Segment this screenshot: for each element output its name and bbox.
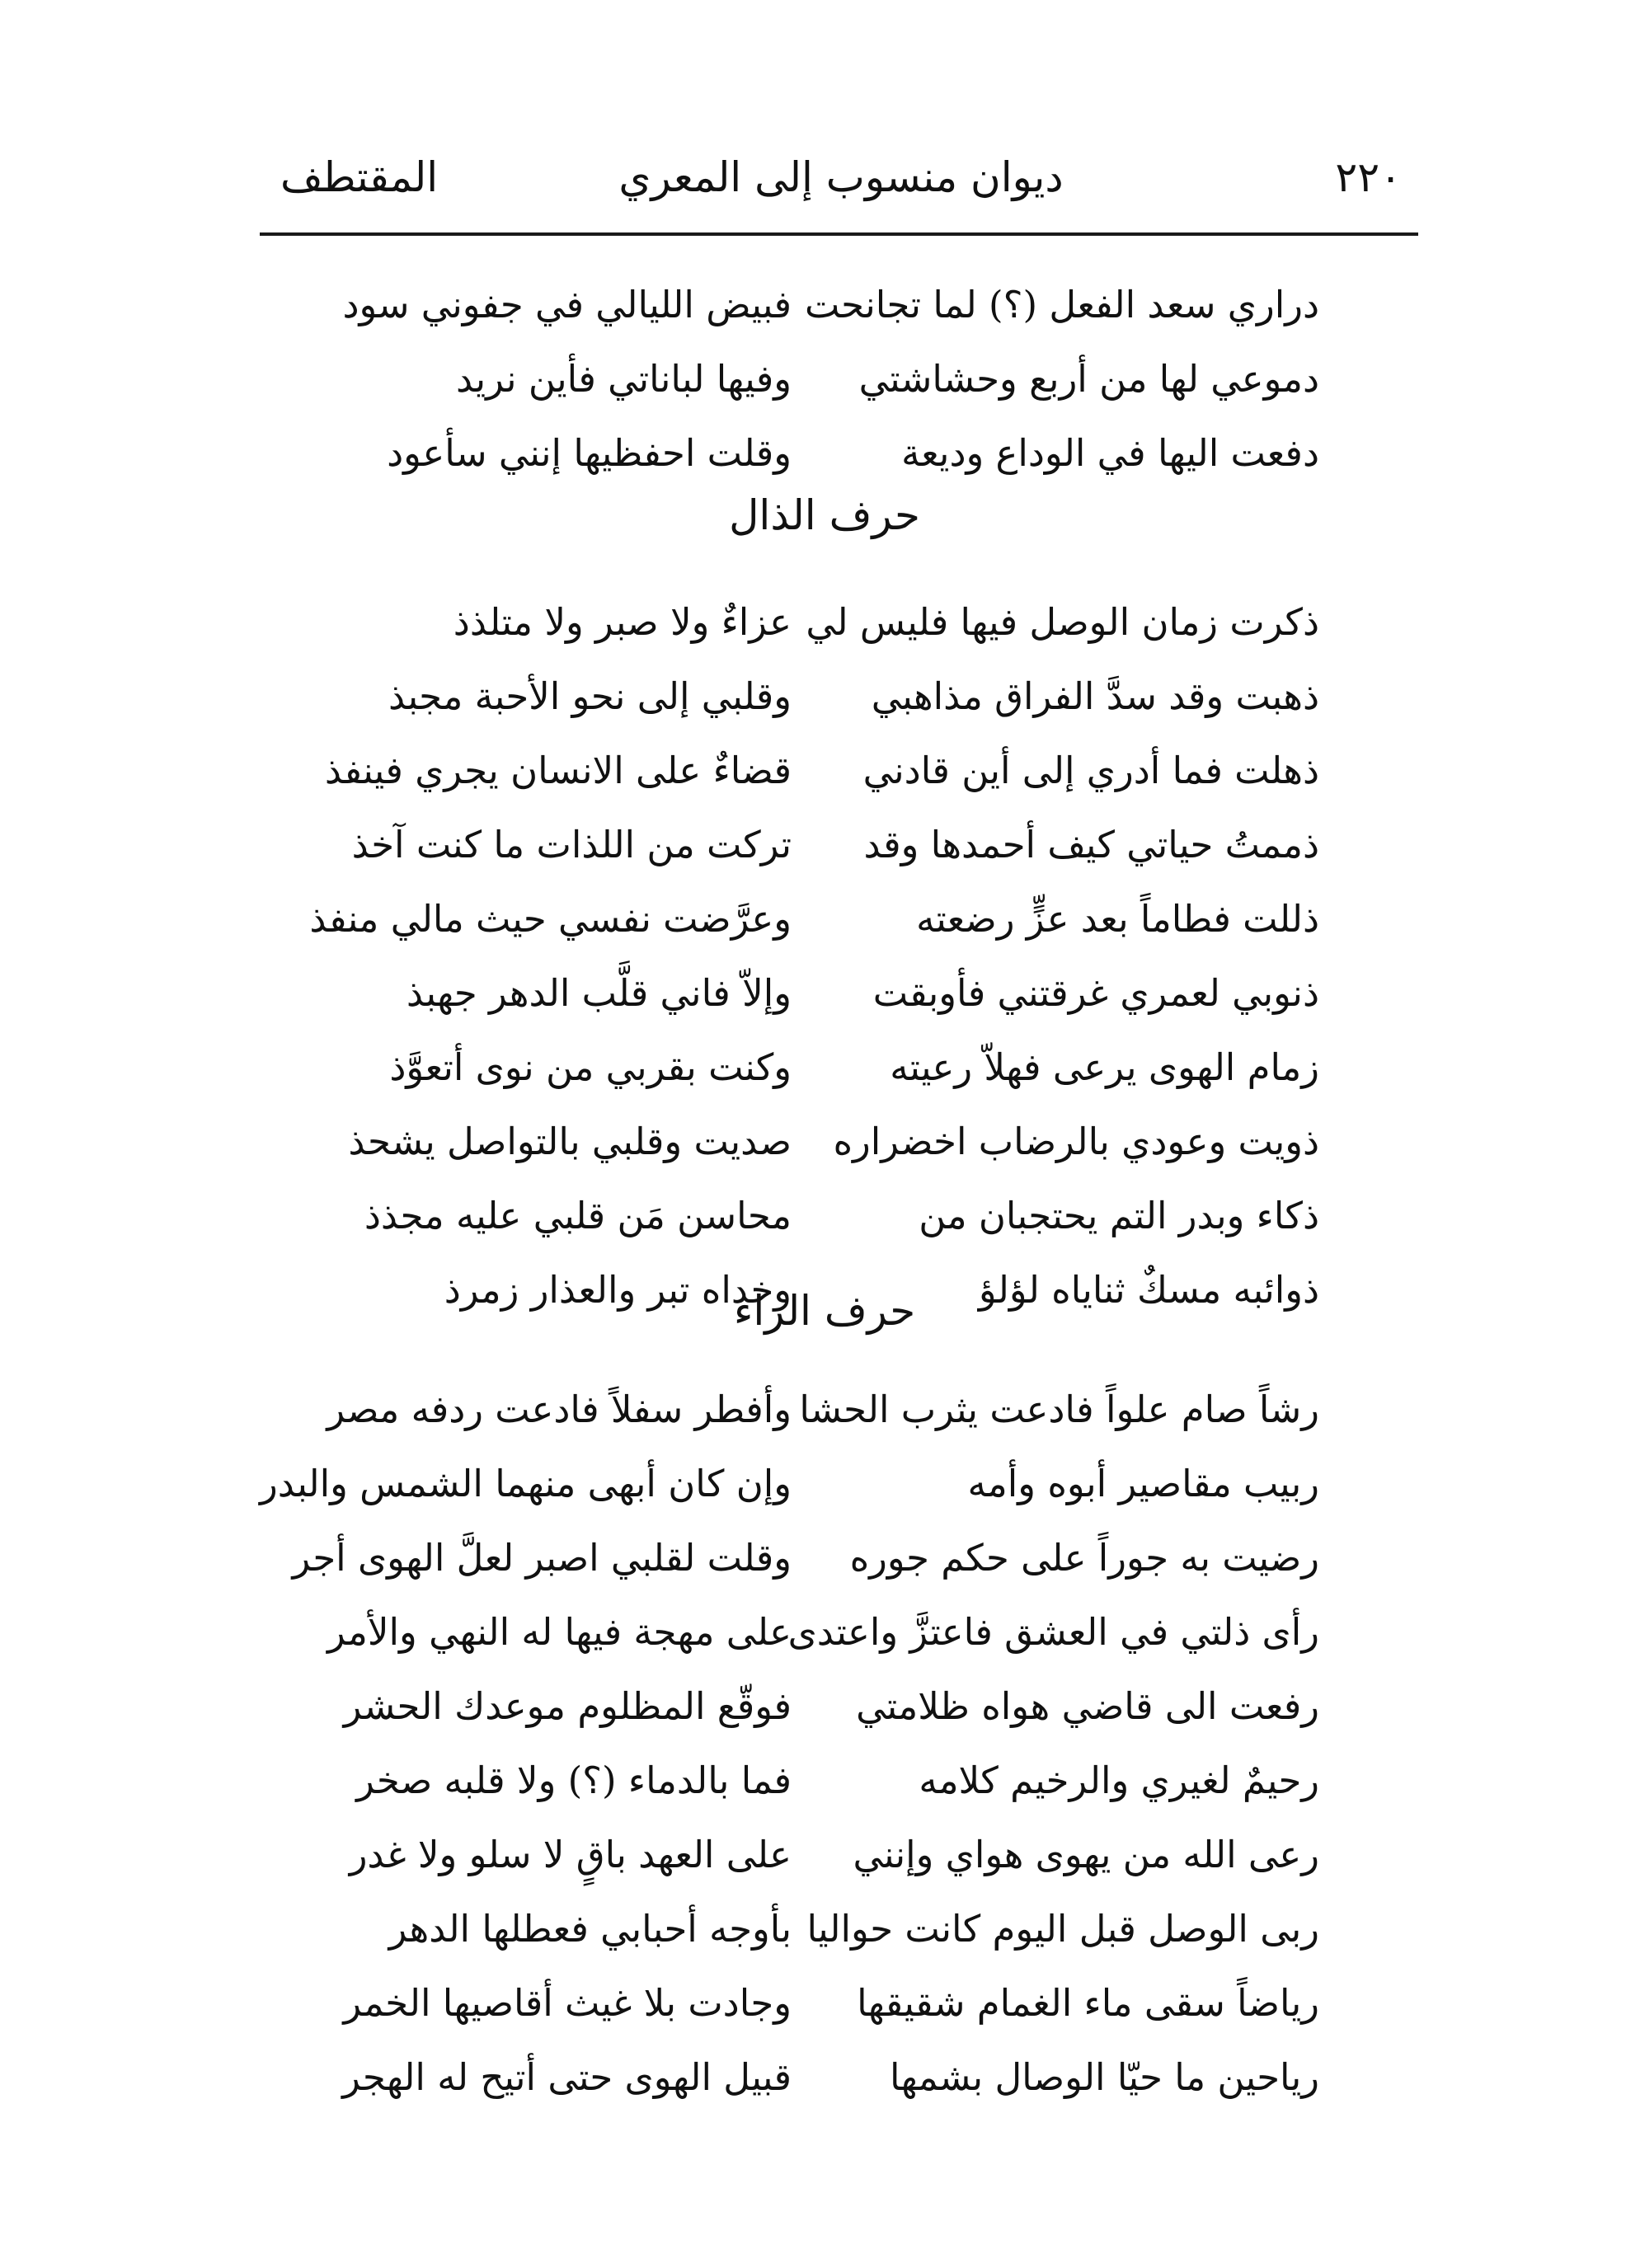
verse-second-hemistich: تركت من اللذات ما كنت آخذ	[351, 823, 792, 866]
verse-first-hemistich: ذنوبي لعمري غرقتني فأوبقت	[872, 971, 1319, 1015]
verse-first-hemistich: ذهلت فما أدري إلى أين قادني	[862, 749, 1319, 792]
verse-block-dal	[330, 268, 1319, 491]
header-rule	[260, 232, 1418, 236]
verse-block-ra	[259, 1373, 1319, 2115]
verse-second-hemistich: على العهد باقٍ لا سلو ولا غدر	[349, 1833, 792, 1876]
verse-line	[330, 268, 1319, 342]
verse-second-hemistich: فما بالدماء (؟) ولا قلبه صخر	[356, 1759, 792, 1802]
verse-line	[330, 808, 1319, 882]
verse-second-hemistich: وقلت احفظيها إنني سأعود	[387, 431, 792, 475]
verse-line	[327, 1595, 1319, 1669]
running-title: ديوان منسوب إلى المعري	[618, 153, 1064, 201]
verse-second-hemistich: وإلاّ فاني قلَّب الدهر جهبذ	[406, 971, 792, 1015]
verse-line	[292, 1521, 1319, 1595]
page-number: ٢٢٠	[1335, 153, 1402, 201]
verse-line	[330, 1966, 1319, 2040]
verse-second-hemistich: وقلبي إلى نحو الأحبة مجبذ	[388, 674, 792, 718]
verse-second-hemistich: عزاءٌ ولا صبر ولا متلذذ	[453, 600, 792, 644]
verse-second-hemistich: وجادت بلا غيث أقاصيها الخمر	[343, 1981, 792, 2025]
verse-first-hemistich: رأى ذلتي في العشق فاعتزَّ واعتدى	[787, 1610, 1319, 1654]
verse-first-hemistich: ربيب مقاصير أبوه وأمه	[967, 1462, 1319, 1505]
verse-line	[330, 2040, 1319, 2115]
verse-first-hemistich: دفعت اليها في الوداع وديعة	[901, 431, 1319, 475]
verse-block-dhal	[309, 585, 1319, 1327]
verse-line	[327, 1373, 1319, 1447]
section-heading: حرف الذال	[729, 491, 920, 539]
verse-first-hemistich: زمام الهوى يرعى فهلاّ رعيته	[890, 1045, 1319, 1089]
verse-line	[330, 342, 1319, 416]
verse-first-hemistich: ذهبت وقد سدَّ الفراق مذاهبي	[871, 674, 1319, 718]
verse-second-hemistich: محاسن مَن قلبي عليه مجذذ	[364, 1194, 792, 1237]
verse-line	[330, 956, 1319, 1031]
section-heading: حرف الراء	[733, 1287, 916, 1335]
section-ra-heading-wrap	[330, 1274, 1319, 1348]
verse-second-hemistich: صديت وقلبي بالتواصل يشحذ	[348, 1120, 792, 1163]
verse-second-hemistich: وخداه تبر والعذار زمرذ	[444, 1268, 792, 1312]
verse-first-hemistich: رفعت الى قاضي هواه ظلامتي	[856, 1684, 1319, 1728]
verse-first-hemistich: ذللت فطاماً بعد عزٍّ رضعته	[916, 897, 1319, 941]
verse-first-hemistich: ربى الوصل قبل اليوم كانت حواليا	[806, 1907, 1319, 1951]
section-dhal-heading-wrap	[330, 478, 1319, 552]
verse-first-hemistich: رياضاً سقى ماء الغمام شقيقها	[857, 1981, 1319, 2025]
verse-first-hemistich: رياحين ما حيّا الوصال بشمها	[890, 2055, 1319, 2099]
verse-first-hemistich: رعى الله من يهوى هواي وإنني	[853, 1833, 1319, 1876]
verse-first-hemistich: ذممتُ حياتي كيف أحمدها وقد	[863, 823, 1319, 866]
verse-first-hemistich: ذكاء وبدر التم يحتجبان من	[919, 1194, 1319, 1237]
verse-second-hemistich: وعرَّضت نفسي حيث مالي منفذ	[309, 897, 792, 941]
verse-line	[330, 1744, 1319, 1818]
verse-line	[330, 1031, 1319, 1105]
journal-name: المقتطف	[280, 153, 439, 201]
verse-line	[330, 1179, 1319, 1253]
verse-second-hemistich: وإن كان أبهى منهما الشمس والبدر	[259, 1462, 792, 1505]
verse-second-hemistich: قضاءٌ على الانسان يجري فينفذ	[324, 749, 792, 792]
verse-line	[330, 1818, 1319, 1892]
verse-first-hemistich: دموعي لها من أربع وحشاشتي	[858, 357, 1319, 401]
verse-line	[324, 734, 1319, 808]
verse-first-hemistich: رشاً صام علواً فادعت يثرب الحشا	[799, 1388, 1319, 1431]
verse-first-hemistich: ذكرت زمان الوصل فيها فليس لي	[806, 600, 1319, 644]
verse-line	[259, 1447, 1319, 1521]
verse-first-hemistich: رضيت به جوراً على حكم جوره	[849, 1536, 1319, 1580]
verse-line	[330, 660, 1319, 734]
verse-first-hemistich: دراري سعد الفعل (؟) لما تجانحت	[804, 283, 1319, 326]
verse-second-hemistich: وكنت بقربي من نوى أتعوَّذ	[389, 1045, 792, 1089]
verse-second-hemistich: وأفطر سفلاً فادعت ردفه مصر	[327, 1388, 792, 1431]
verse-line	[330, 1669, 1319, 1744]
verse-second-hemistich: وقلت لقلبي اصبر لعلَّ الهوى أجر	[292, 1536, 792, 1580]
verse-second-hemistich: فبيض الليالي في جفوني سود	[342, 283, 792, 326]
verse-first-hemistich: رحيمٌ لغيري والرخيم كلامه	[919, 1759, 1319, 1802]
verse-second-hemistich: قبيل الهوى حتى أتيح له الهجر	[342, 2055, 792, 2099]
page-header	[280, 140, 1402, 214]
verse-line	[330, 585, 1319, 660]
verse-first-hemistich: ذويت وعودي بالرضاب اخضراره	[833, 1120, 1319, 1163]
verse-second-hemistich: وفيها لباناتي فأين نريد	[456, 357, 792, 401]
verse-first-hemistich: ذوائبه مسكٌ ثناياه لؤلؤ	[978, 1268, 1319, 1312]
verse-line	[330, 1105, 1319, 1179]
verse-line	[309, 882, 1319, 956]
verse-second-hemistich: فوقّع المظلوم موعدك الحشر	[343, 1684, 792, 1728]
verse-second-hemistich: على مهجة فيها له النهي والأمر	[327, 1610, 792, 1654]
verse-line	[330, 1892, 1319, 1966]
verse-second-hemistich: بأوجه أحبابي فعطلها الدهر	[388, 1907, 792, 1951]
